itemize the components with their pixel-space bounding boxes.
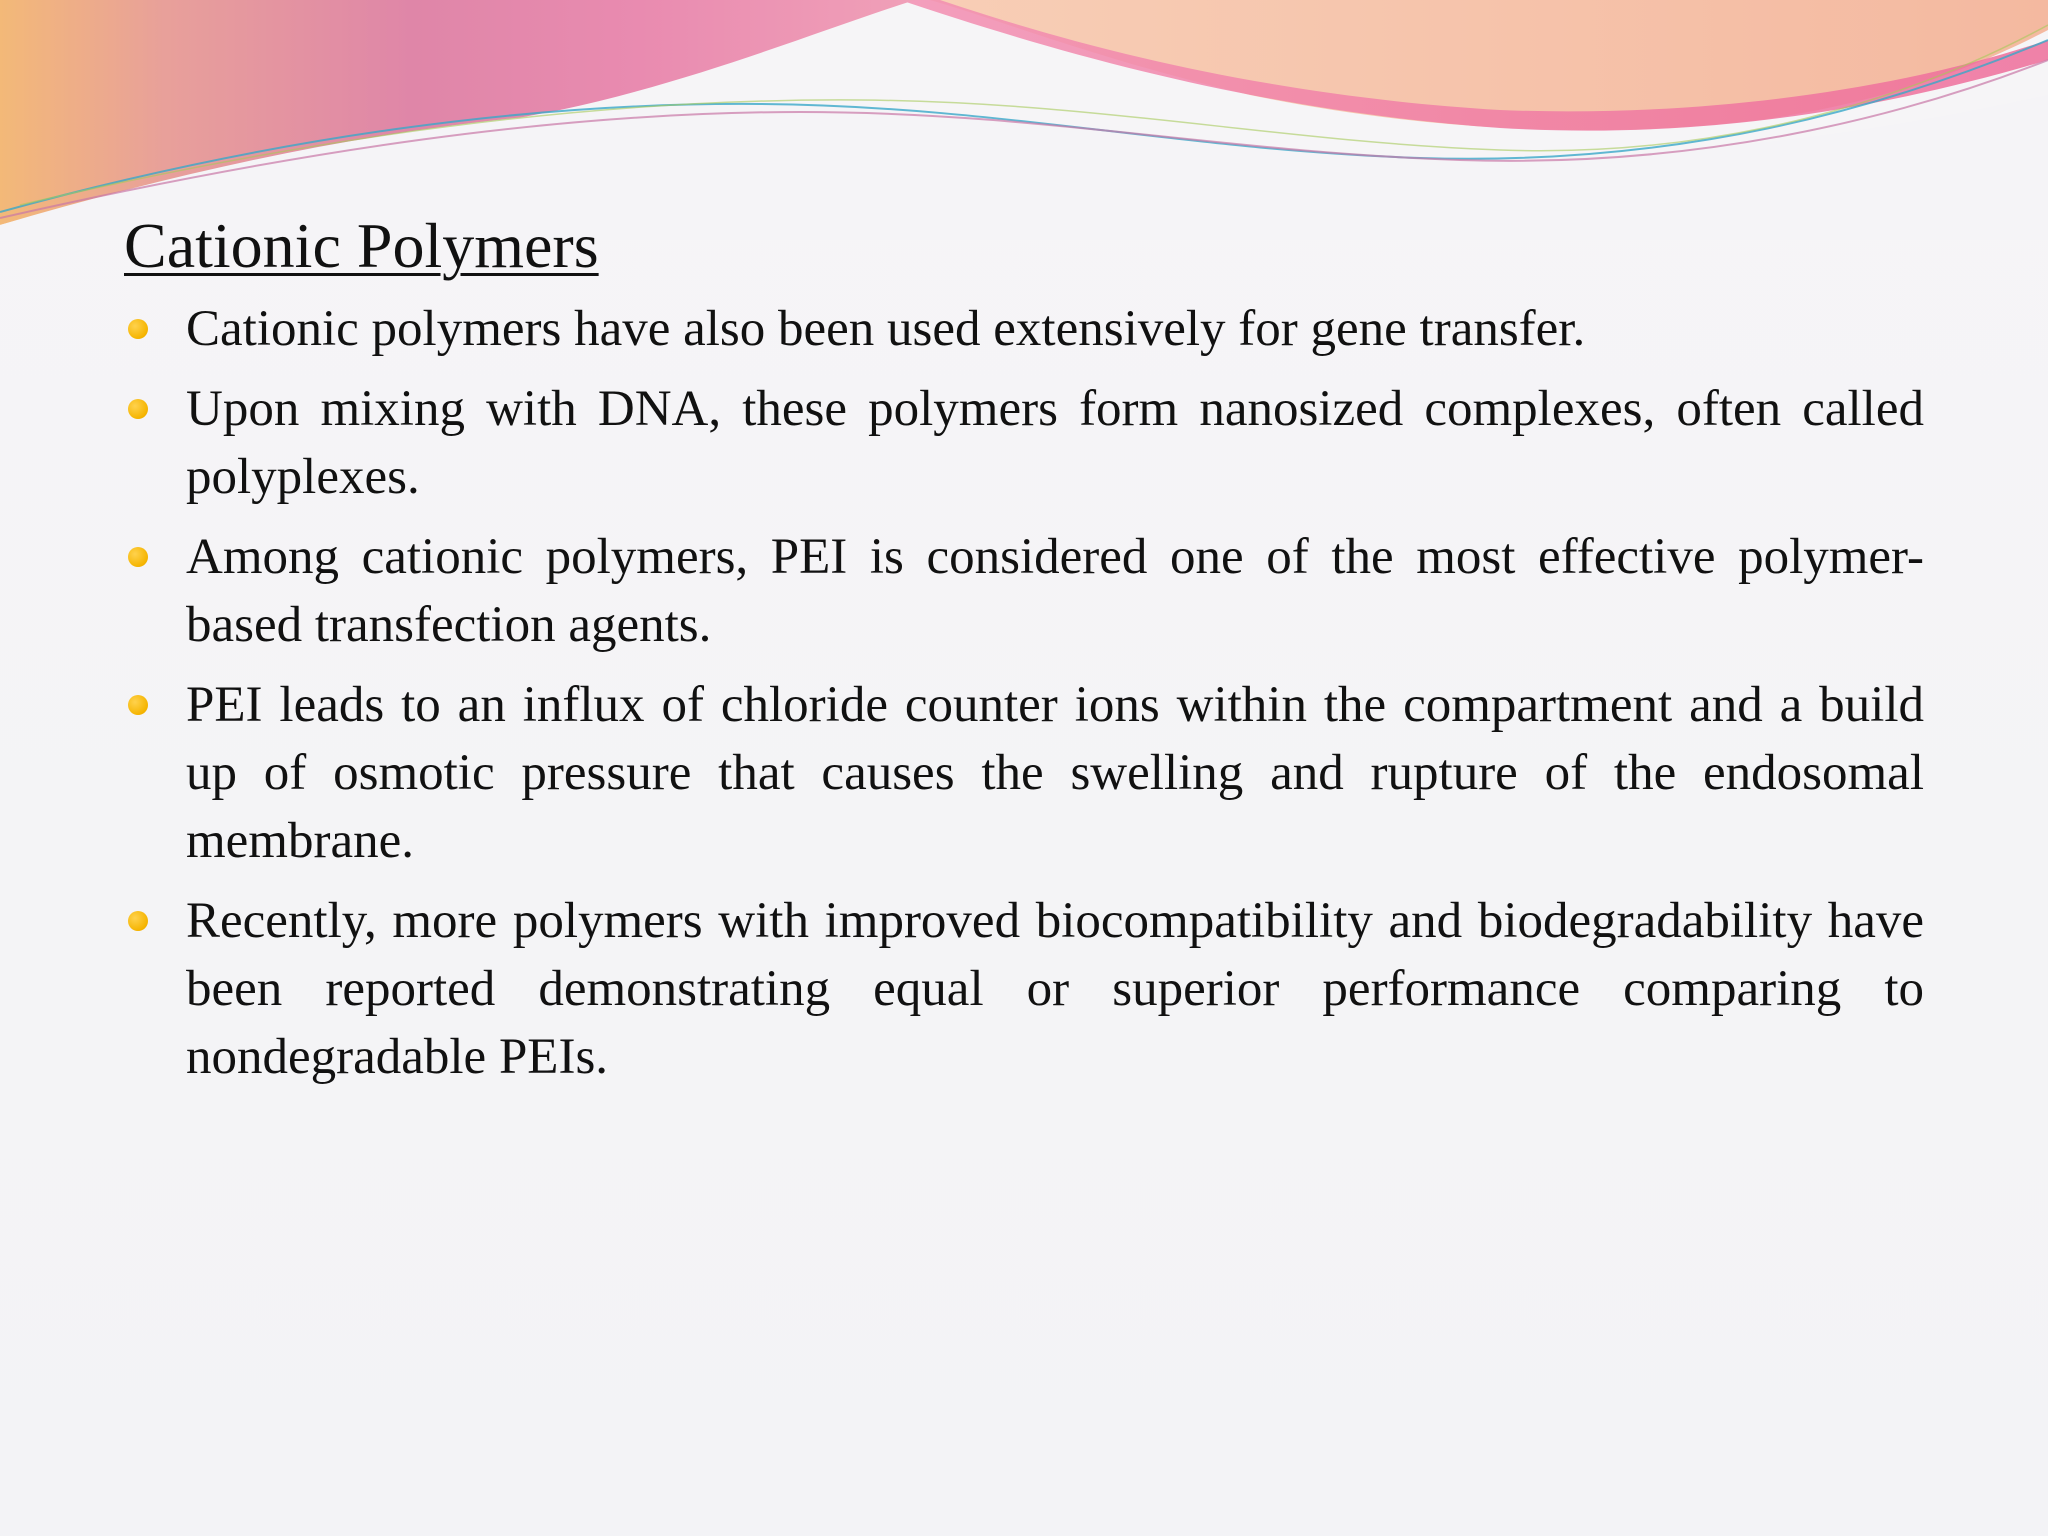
bullet-item (124, 295, 1924, 363)
bullet-text: Among cationic polymers, PEI is considered one of the most effective polymer-based transfection agents. (186, 529, 1924, 653)
header-wave-decoration (0, 0, 2048, 240)
bullet-dot-icon (128, 319, 148, 339)
bullet-text: Cationic polymers have also been used extensively for gene transfer. (186, 301, 1586, 357)
bullet-text: Upon mixing with DNA, these polymers form nanosized complexes, often called polyplexes. (186, 381, 1924, 505)
bullet-dot-icon (128, 547, 148, 567)
bullet-item (124, 671, 1924, 875)
bullet-dot-icon (128, 695, 148, 715)
bullet-item (124, 375, 1924, 511)
bullet-list (124, 295, 1924, 1091)
bullet-dot-icon (128, 399, 148, 419)
bullet-item (124, 523, 1924, 659)
slide-content (124, 205, 1924, 1103)
bullet-item (124, 887, 1924, 1091)
bullet-dot-icon (128, 911, 148, 931)
bullet-text: PEI leads to an influx of chloride counter ions within the compartment and a build up of osmotic pressure that causes the swelling and rupture of the endosomal membrane. (186, 677, 1924, 869)
bullet-text: Recently, more polymers with improved biocompatibility and biodegradability have been reported demonstrating equal or superior performance comparing to nondegradable PEIs. (186, 893, 1924, 1085)
slide-title: Cationic Polymers (124, 210, 599, 281)
